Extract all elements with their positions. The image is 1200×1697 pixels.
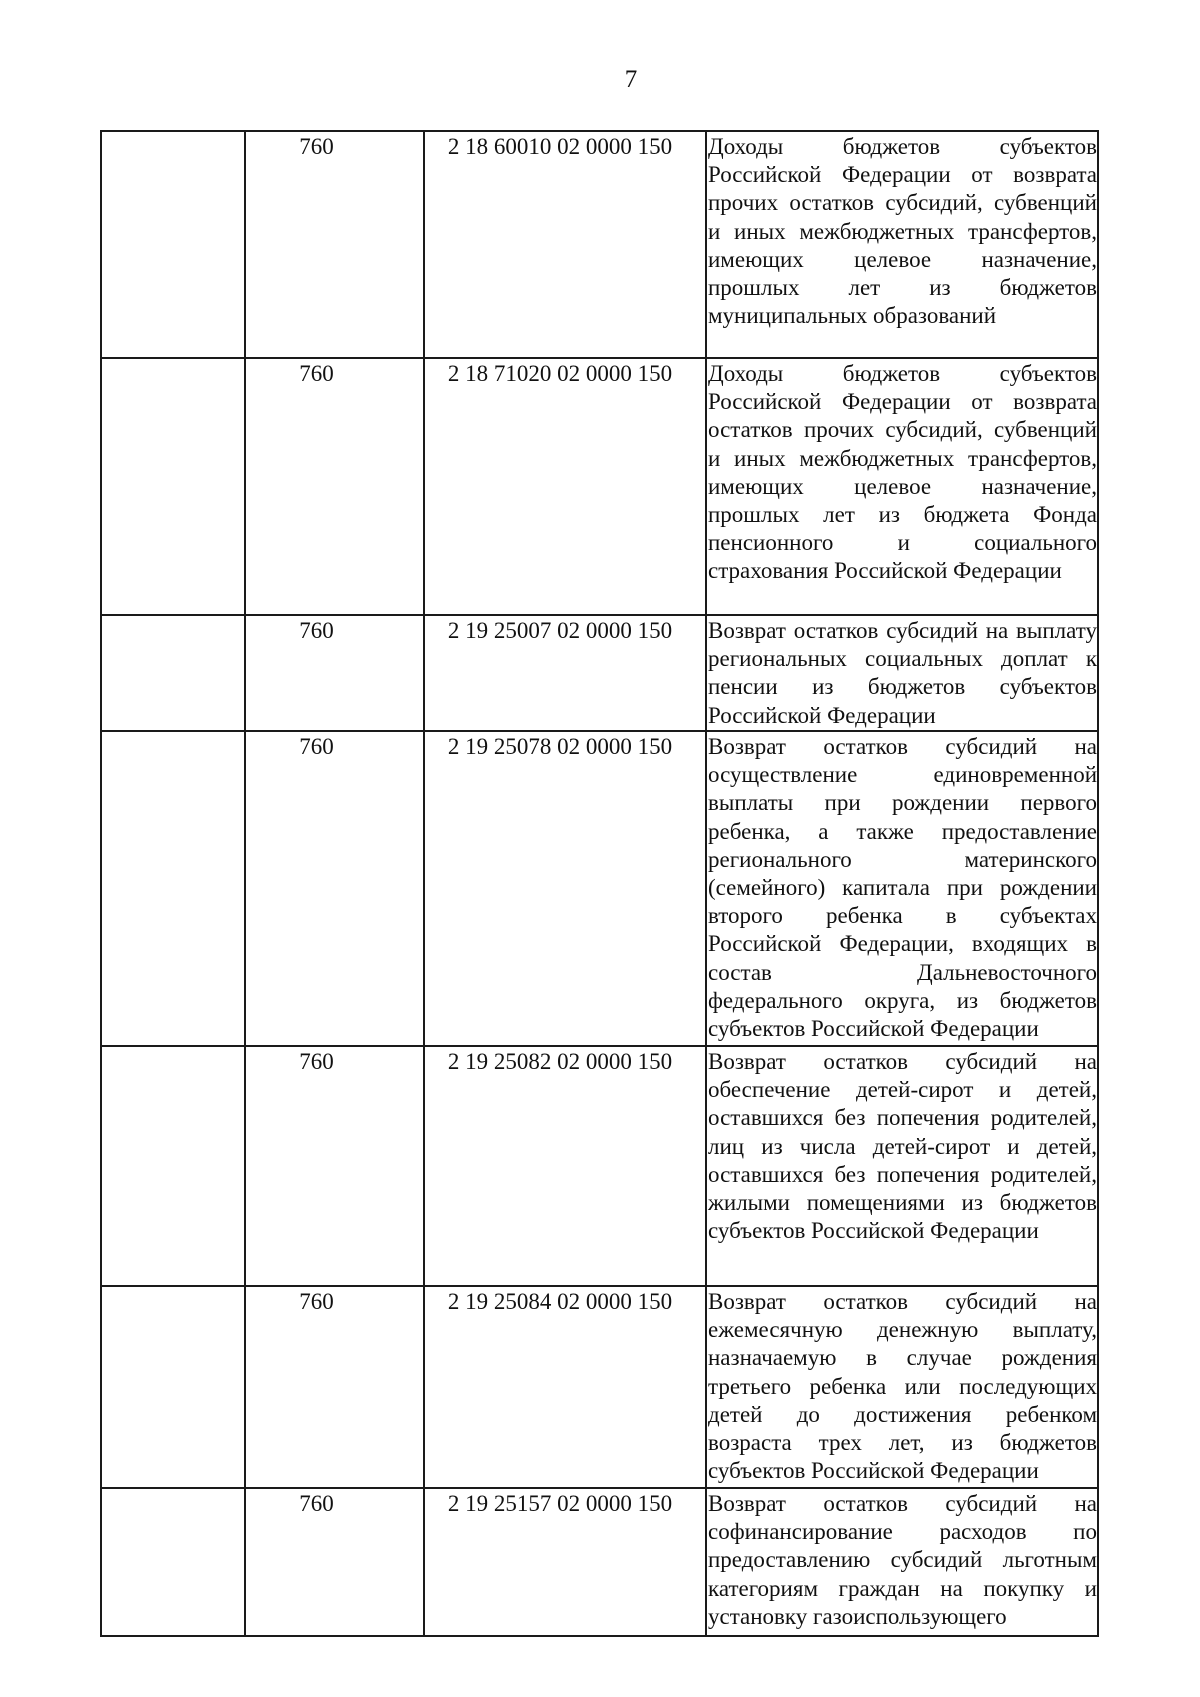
income-description-cell: Возврат остатков субсидий на ежемесячную денежную выплату, назначаемую в случае рождения третьего ребенка или последующих детей до достижения ребенком возраста трех лет, из бюджетов субъектов Российской Федерации <box>706 1286 1098 1488</box>
budget-classification-code-cell: 2 19 25157 02 0000 150 <box>424 1488 706 1636</box>
income-description-cell: Возврат остатков субсидий на осуществление единовременной выплаты при рождении первого ребенка, а также предоставление регионального материнского (семейного) капитала при рождении второго ребенка в субъектах Российской Федерации, входящих в состав Дальневосточного федерального округа, из бюджетов субъектов Российской Федерации <box>706 731 1098 1046</box>
budget-classification-code-cell: 2 18 71020 02 0000 150 <box>424 358 706 615</box>
income-description-cell: Возврат остатков субсидий на выплату региональных социальных доплат к пенсии из бюджетов субъектов Российской Федерации <box>706 615 1098 731</box>
budget-classification-code-cell: 2 19 25082 02 0000 150 <box>424 1046 706 1286</box>
empty-cell <box>101 1286 245 1488</box>
admin-code-cell: 760 <box>245 131 424 358</box>
admin-code-cell: 760 <box>245 358 424 615</box>
budget-classification-code-cell: 2 19 25007 02 0000 150 <box>424 615 706 731</box>
budget-classification-code-cell: 2 18 60010 02 0000 150 <box>424 131 706 358</box>
budget-classification-code-cell: 2 19 25084 02 0000 150 <box>424 1286 706 1488</box>
table-row <box>101 1286 1098 1488</box>
table-row <box>101 1046 1098 1286</box>
admin-code-cell: 760 <box>245 615 424 731</box>
table-row <box>101 615 1098 731</box>
budget-classification-code-cell: 2 19 25078 02 0000 150 <box>424 731 706 1046</box>
page-number: 7 <box>624 66 638 93</box>
table-row <box>101 131 1098 358</box>
empty-cell <box>101 1488 245 1636</box>
table-row <box>101 358 1098 615</box>
empty-cell <box>101 131 245 358</box>
income-description-cell: Возврат остатков субсидий на обеспечение детей-сирот и детей, оставшихся без попечения родителей, лиц из числа детей-сирот и детей, оставшихся без попечения родителей, жилыми помещениями из бюджетов субъектов Российской Федерации <box>706 1046 1098 1286</box>
table-row <box>101 731 1098 1046</box>
empty-cell <box>101 731 245 1046</box>
admin-code-cell: 760 <box>245 731 424 1046</box>
income-description-cell: Доходы бюджетов субъектов Российской Федерации от возврата прочих остатков субсидий, субвенций и иных межбюджетных трансфертов, имеющих целевое назначение, прошлых лет из бюджетов муниципальных образований <box>706 131 1098 358</box>
budget-codes-table <box>100 130 1099 1637</box>
admin-code-cell: 760 <box>245 1488 424 1636</box>
empty-cell <box>101 1046 245 1286</box>
admin-code-cell: 760 <box>245 1286 424 1488</box>
empty-cell <box>101 358 245 615</box>
income-description-cell: Доходы бюджетов субъектов Российской Федерации от возврата остатков прочих субсидий, субвенций и иных межбюджетных трансфертов, имеющих целевое назначение, прошлых лет из бюджета Фонда пенсионного и социального страхования Российской Федерации <box>706 358 1098 615</box>
table-row <box>101 1488 1098 1636</box>
admin-code-cell: 760 <box>245 1046 424 1286</box>
income-description-cell: Возврат остатков субсидий на софинансирование расходов по предоставлению субсидий льготным категориям граждан на покупку и установку газоиспользующего <box>706 1488 1098 1636</box>
empty-cell <box>101 615 245 731</box>
